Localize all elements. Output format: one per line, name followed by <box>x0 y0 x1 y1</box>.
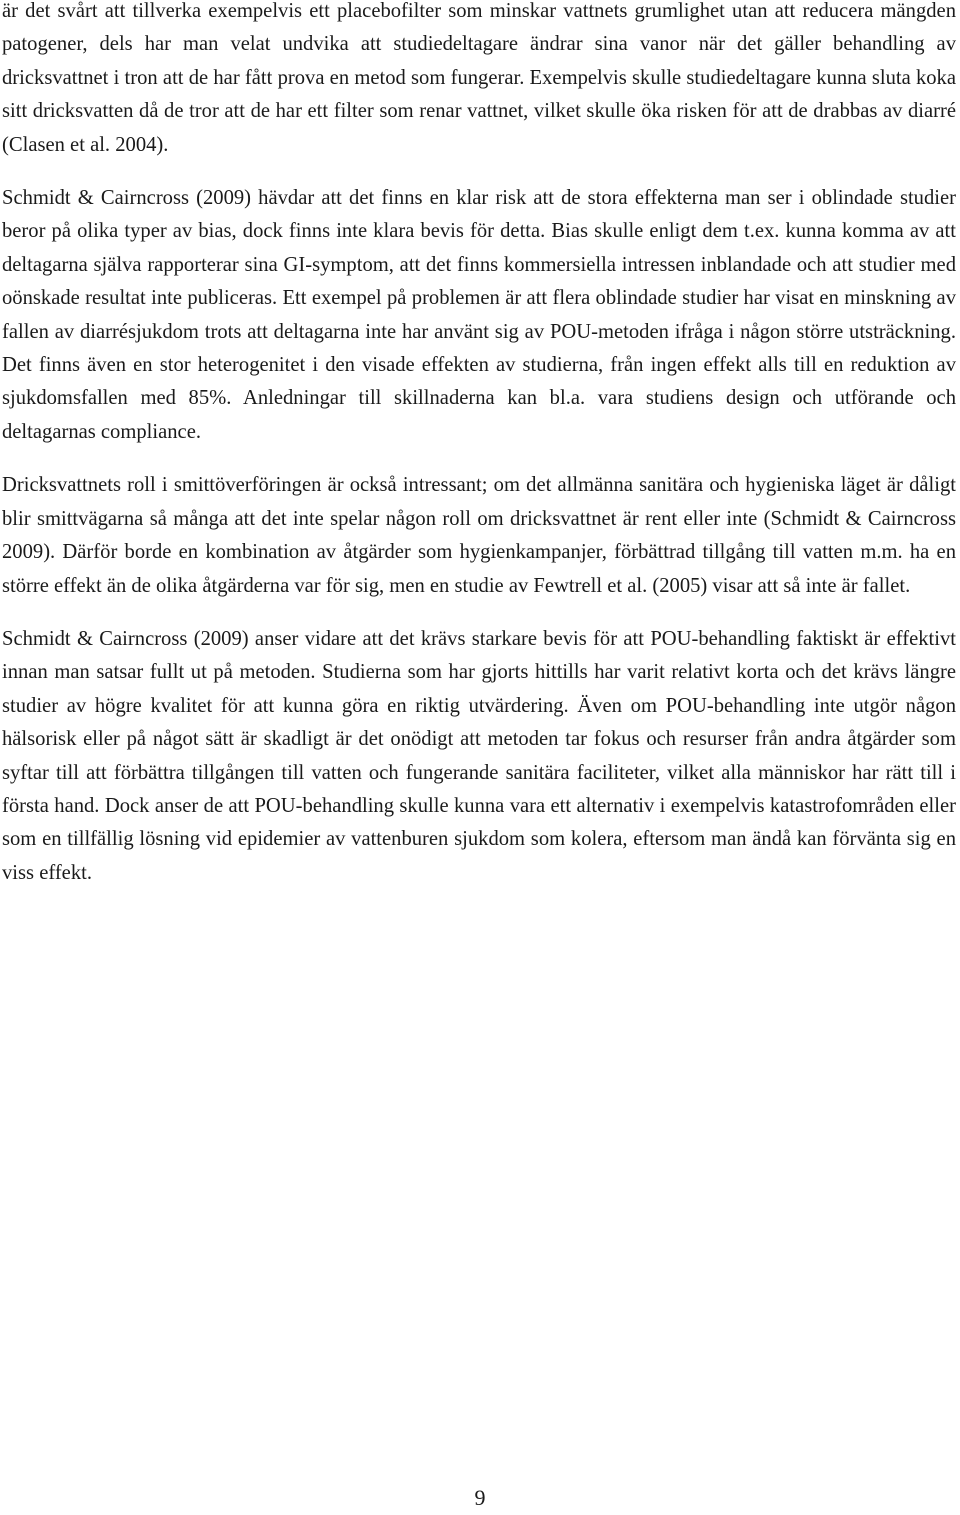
paragraph-3: Dricksvattnets roll i smittöverföringen är också intressant; om det allmänna sanitära och hygieniska läget är dåligt blir smittvägarna så många att det inte spelar någon roll om dricksvattnet är rent eller inte (Schmidt & Cairncross 2009). Därför borde en kombination av åtgärder som hygienkampanjer, förbättrad tillgång till vatten m.m. ha en större effekt än de olika åtgärderna var för sig, men en studie av Fewtrell et al. (2005) visar att så inte är fallet. <box>2 474 956 597</box>
paragraph-2: Schmidt & Cairncross (2009) hävdar att det finns en klar risk att de stora effekterna man ser i oblindade studier beror på olika typer av bias, dock finns inte klara bevis för detta. Bias skulle enligt dem t.ex. kunna komma av att deltagarna själva rapporterar sina GI-symptom, att det finns kommersiella intressen inblandade och att studier med oönskade resultat inte publiceras. Ett exempel på problemen är att flera oblindade studier har visat en minskning av fallen av diarrésjukdom trots att deltagarna inte har använt sig av POU-metoden ifråga i någon större utsträckning. Det finns även en stor heterogenitet i den visade effekten av studierna, från ingen effekt alls till en reduktion av sjukdomsfallen med 85%. Anledningar till skillnaderna kan bl.a. vara studiens design och utförande och deltagarnas compliance. <box>2 187 956 443</box>
document-body <box>2 0 956 890</box>
paragraph-4: Schmidt & Cairncross (2009) anser vidare att det krävs starkare bevis för att POU-behandling faktiskt är effektivt innan man satsar fullt ut på metoden. Studierna som har gjorts hittills har varit relativt korta och det krävs längre studier av högre kvalitet för att kunna göra en riktig utvärdering. Även om POU-behandling inte utgör någon hälsorisk eller på något sätt är skadligt är det onödigt att metoden tar fokus och resurser från andra åtgärder som syftar till att förbättra tillgången till vatten och fungerande sanitära faciliteter, vilket alla människor har rätt till i första hand. Dock anser de att POU-behandling skulle kunna vara ett alternativ i exempelvis katastrofområden eller som en tillfällig lösning vid epidemier av vattenburen sjukdom som kolera, eftersom man ändå kan förvänta sig en viss effekt. <box>2 627 956 884</box>
page-number: 9 <box>474 1485 486 1510</box>
paragraph-1: är det svårt att tillverka exempelvis ett placebofilter som minskar vattnets grumlighet utan att reducera mängden patogener, dels har man velat undvika att studiedeltagare ändrar sina vanor när det gäller behandling av dricksvattnet i tron att de har fått prova en metod som fungerar. Exempelvis skulle studiedeltagare kunna sluta koka sitt dricksvatten då de tror att de har ett filter som renar vattnet, vilket skulle öka risken för att de drabbas av diarré (Clasen et al. 2004). <box>2 0 956 156</box>
